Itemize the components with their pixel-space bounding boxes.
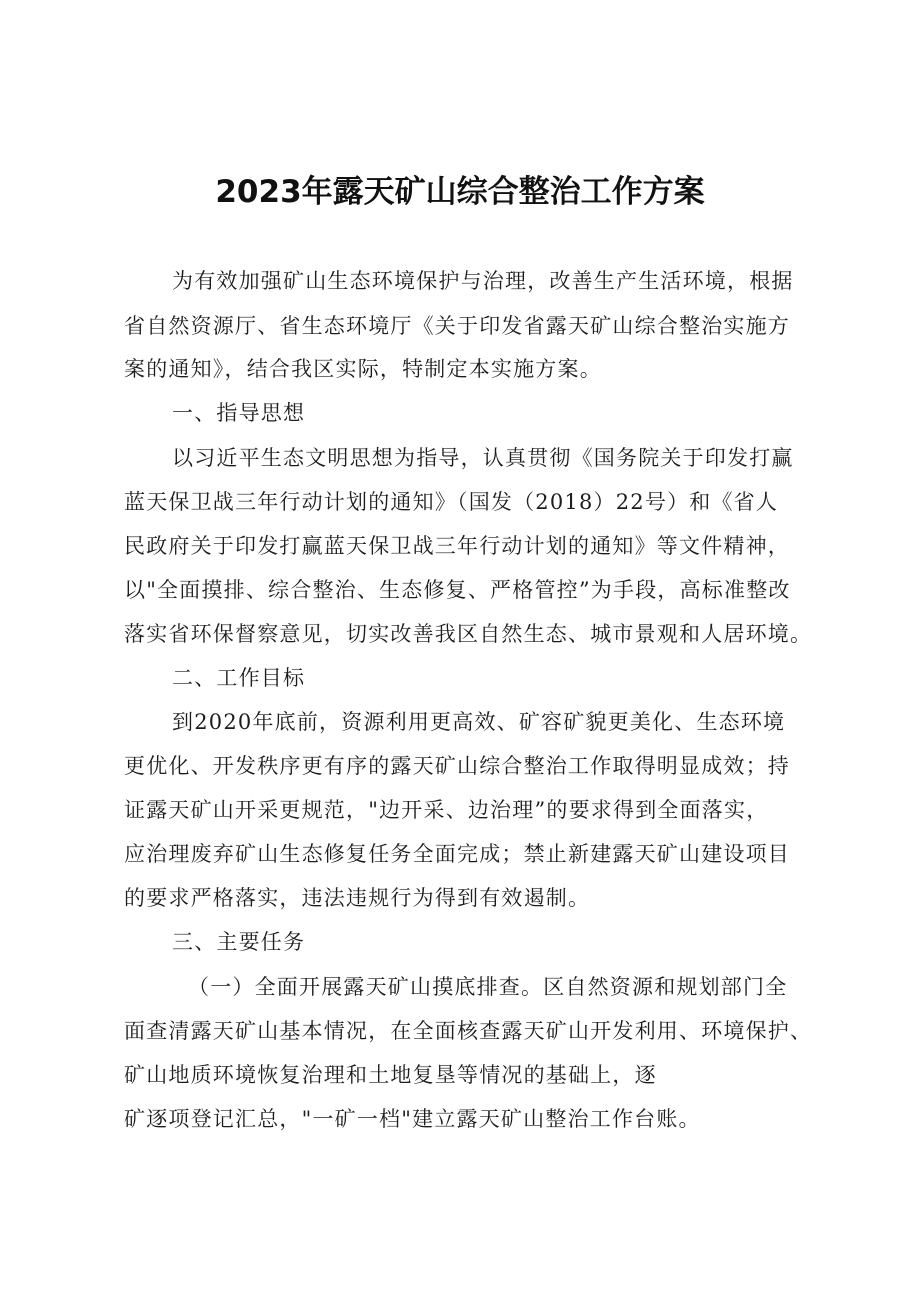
paragraph-line: 面查清露天矿山基本情况，在全面核查露天矿山开发利用、环境保护、 xyxy=(124,1019,813,1043)
paragraph-line: 民政府关于印发打赢蓝天保卫战三年行动计划的通知》等文件精神， xyxy=(124,534,790,558)
paragraph-line: 的要求严格落实，违法违规行为得到有效遏制。 xyxy=(124,886,591,910)
section-heading: 三、主要任务 xyxy=(172,930,306,954)
paragraph-line: 为有效加强矿山生态环境保护与治理，改善生产生活环境，根据 xyxy=(172,269,794,293)
paragraph-line: 案的通知》，结合我区实际，特制定本实施方案。 xyxy=(124,357,602,381)
paragraph-line: 矿山地质环境恢复治理和土地复垦等情况的基础上，逐 xyxy=(124,1063,657,1087)
paragraph-line: 以"全面摸排、综合整治、生态修复、严格管控”为手段，高标准整改 xyxy=(124,578,791,602)
paragraph-line: 更优化、开发秩序更有序的露天矿山综合整治工作取得明显成效；持 xyxy=(124,754,790,778)
paragraph-line: 应治理废弃矿山生态修复任务全面完成；禁止新建露天矿山建设项目 xyxy=(124,842,790,866)
paragraph-line: 到2020年底前，资源利用更高效、矿容矿貌更美化、生态环境 xyxy=(172,710,786,734)
paragraph-line: （一）全面开展露天矿山摸底排查。区自然资源和规划部门全 xyxy=(188,975,788,999)
paragraph-line: 矿逐项登记汇总，"一矿一档"建立露天矿山整治工作台账。 xyxy=(124,1107,701,1131)
paragraph-line: 落实省环保督察意见，切实改善我区自然生态、城市景观和人居环境。 xyxy=(124,622,813,646)
section-heading: 二、工作目标 xyxy=(172,666,306,690)
paragraph-line: 省自然资源厅、省生态环境厅《关于印发省露天矿山综合整治实施方 xyxy=(124,314,790,338)
paragraph-line: 证露天矿山开采更规范，"边开采、边治理”的要求得到全面落实， xyxy=(124,798,769,822)
document-title: 2023年露天矿山综合整治工作方案 xyxy=(215,174,705,210)
paragraph-line: 以习近平生态文明思想为指导，认真贯彻《国务院关于印发打赢 xyxy=(172,446,794,470)
section-heading: 一、指导思想 xyxy=(172,401,306,425)
paragraph-line: 蓝天保卫战三年行动计划的通知》（国发（2018）22号）和《省人 xyxy=(124,490,779,514)
